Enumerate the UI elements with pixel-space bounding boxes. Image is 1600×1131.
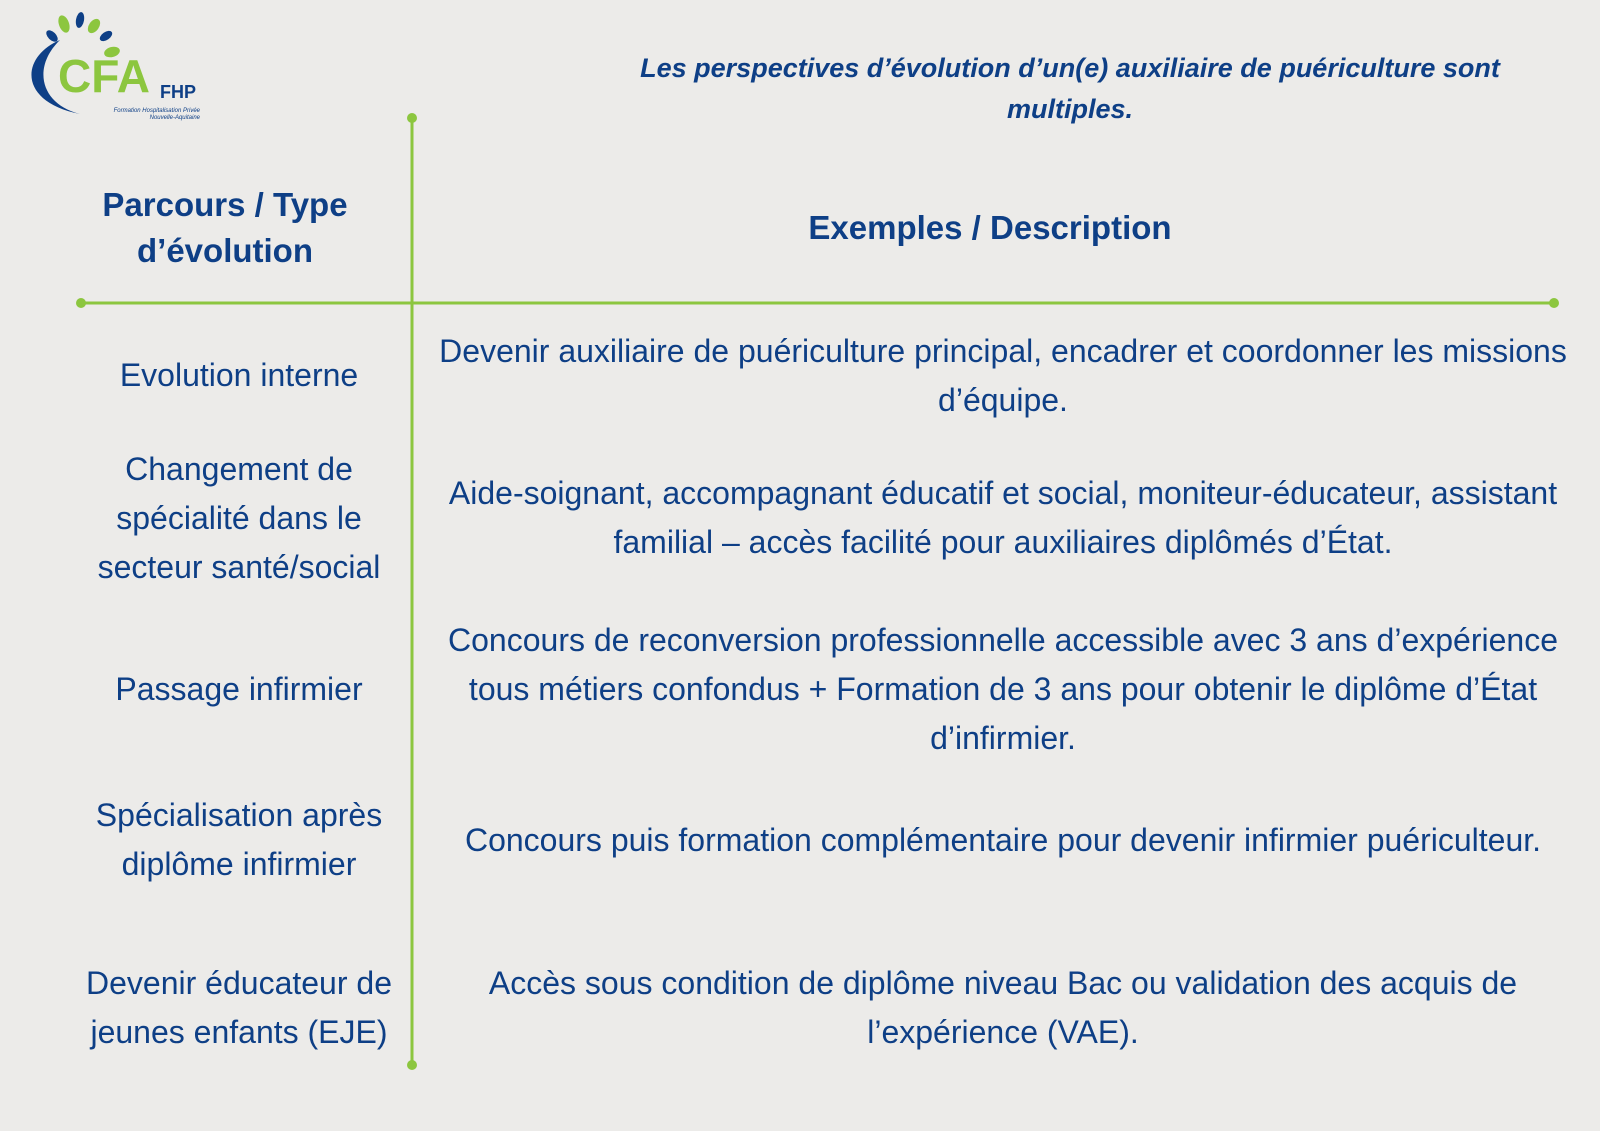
row-5-description: Accès sous condition de diplôme niveau Bac ou validation des acquis de l’expérience (VAE).: [488, 965, 1518, 1050]
row-4-type: Spécialisation après diplôme infirmier: [95, 797, 383, 882]
row-4-description: Concours puis formation complémentaire pour devenir infirmier puériculteur.: [464, 821, 1542, 858]
divider-end-dot: [1549, 298, 1559, 308]
leaf-icon: [98, 29, 114, 44]
leaf-icon: [75, 12, 86, 29]
row-1-description: Devenir auxiliaire de puériculture principal, encadrer et coordonner les missions d’équipe.: [439, 333, 1567, 418]
logo-tagline-1: Formation Hospitalisation Privée: [113, 108, 200, 114]
header-parcours: Parcours / Type d’évolution: [102, 186, 348, 269]
row-2-type: Changement de spécialité dans le secteur santé/social: [97, 450, 381, 585]
divider-end-dot: [76, 298, 86, 308]
leaf-icon: [85, 17, 102, 36]
cfa-fhp-logo: [20, 12, 210, 127]
row-5-type: Devenir éducateur de jeunes enfants (EJE): [86, 965, 392, 1050]
logo-suffix: FHP: [160, 82, 196, 102]
row-3-description: Concours de reconversion professionnelle accessible avec 3 ans d’expérience tous métiers confondus + Formation de 3 ans pour obtenir le diplôme d’État d’infirmier.: [448, 621, 1558, 756]
leaf-icon: [56, 14, 72, 34]
intro-text: Les perspectives d’évolution d’un(e) auxiliaire de puériculture sont multiples.: [640, 53, 1500, 124]
row-3-type: Passage infirmier: [115, 670, 363, 707]
header-exemples: Exemples / Description: [808, 209, 1172, 246]
logo-text: CFA: [58, 50, 150, 102]
row-1-type: Evolution interne: [119, 356, 359, 393]
row-2-description: Aide-soignant, accompagnant éducatif et social, moniteur-éducateur, assistant familial – accès facilité pour auxiliaires diplômés d’État.: [448, 475, 1558, 560]
divider-end-dot: [407, 113, 417, 123]
logo-graphic: [20, 12, 210, 127]
logo-tagline-2: Nouvelle-Aquitaine: [149, 115, 200, 121]
